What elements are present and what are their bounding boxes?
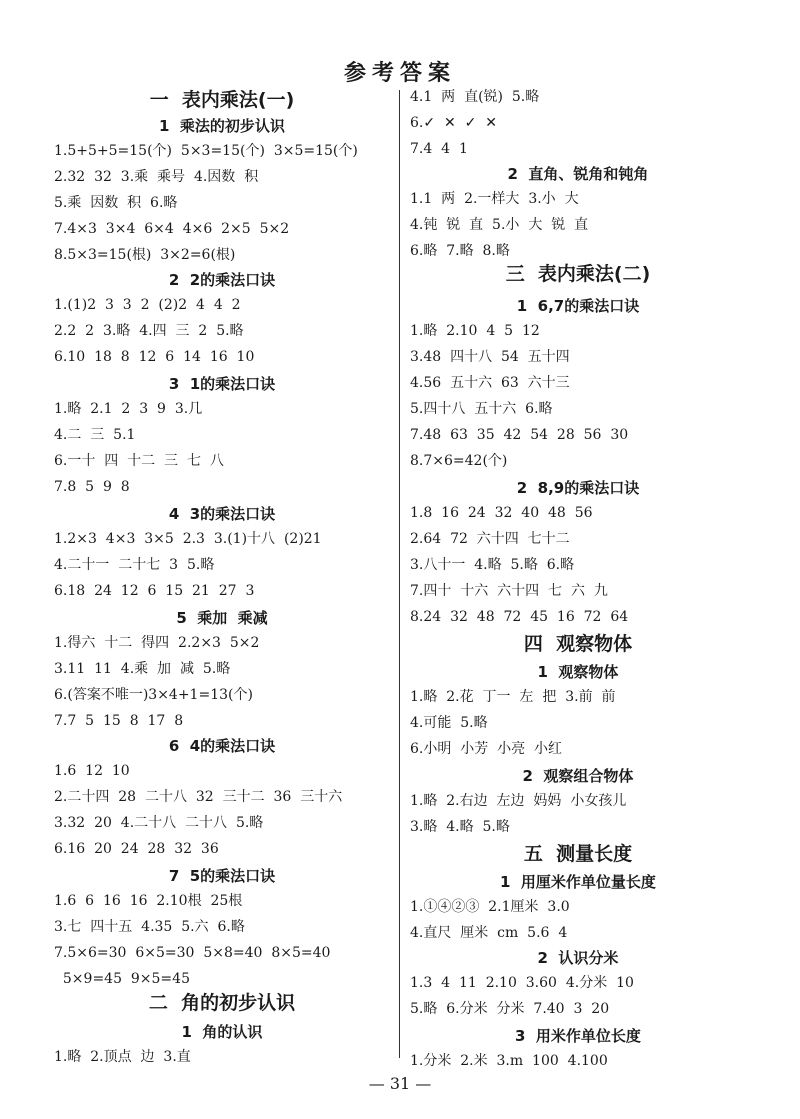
section-heading: 2 观察组合物体 (522, 767, 634, 785)
answer-line: 7.5×6=30 6×5=30 5×8=40 8×5=40 (54, 945, 331, 961)
chapter-heading: 五 测量长度 (523, 843, 633, 865)
answer-line: 1.2×3 4×3 3×5 2.3 3.(1)十八 (2)21 (54, 531, 322, 547)
answer-line: 1.5+5+5=15(个) 5×3=15(个) 3×5=15(个) (54, 143, 358, 159)
section-heading: 5 乘加 乘减 (176, 609, 268, 627)
answer-line: 1.略 2.10 4 5 12 (410, 323, 540, 339)
answer-line: 8.5×3=15(根) 3×2=6(根) (54, 247, 236, 263)
section-heading: 1 6,7的乘法口诀 (516, 297, 640, 315)
answer-line: 7.7 5 15 8 17 8 (54, 713, 184, 729)
answer-line: 6.小明 小芳 小亮 小红 (410, 741, 563, 757)
answer-line: 5.乘 因数 积 6.略 (54, 195, 178, 211)
page-title: 参考答案 (343, 61, 456, 86)
answer-line: 1.略 2.顶点 边 3.直 (54, 1049, 191, 1065)
answer-line: 6.(答案不唯一)3×4+1=13(个) (54, 687, 253, 703)
section-heading: 3 用米作单位长度 (515, 1027, 641, 1045)
section-heading: 3 1的乘法口诀 (168, 375, 276, 393)
answer-line: 7.四十 十六 六十四 七 六 九 (410, 583, 608, 599)
answer-line: 4.可能 5.略 (410, 715, 488, 731)
section-heading: 1 角的认识 (181, 1023, 263, 1041)
answer-line: 2.32 32 3.乘 乘号 4.因数 积 (54, 169, 259, 185)
column-divider (399, 90, 400, 1058)
section-heading: 6 4的乘法口诀 (168, 737, 276, 755)
section-heading: 2 2的乘法口诀 (168, 271, 276, 289)
answer-line: 6.10 18 8 12 6 14 16 10 (54, 349, 255, 365)
section-heading: 2 直角、锐角和钝角 (507, 165, 649, 183)
answer-line: 2.64 72 六十四 七十二 (410, 531, 570, 547)
section-heading: 2 认识分米 (537, 949, 619, 967)
section-heading: 7 5的乘法口诀 (168, 867, 276, 885)
answer-line: 5.四十八 五十六 6.略 (410, 401, 553, 417)
answer-line: 7.8 5 9 8 (54, 479, 130, 495)
answer-line: 3.略 4.略 5.略 (410, 819, 510, 835)
answer-line: 1.略 2.右边 左边 妈妈 小女孩儿 (410, 793, 627, 809)
answer-line: 1.6 6 16 16 2.10根 25根 (54, 893, 243, 909)
chapter-heading: 三 表内乘法(二) (505, 263, 651, 285)
answer-line: 4.二十一 二十七 3 5.略 (54, 557, 215, 573)
answer-line: 6.略 7.略 8.略 (410, 243, 510, 259)
answer-line: 1.①④②③ 2.1厘米 3.0 (410, 899, 570, 915)
answer-line: 1.略 2.1 2 3 9 3.几 (54, 401, 203, 417)
section-heading: 1 观察物体 (537, 663, 619, 681)
answer-line: 7.4×3 3×4 6×4 4×6 2×5 5×2 (54, 221, 290, 237)
answer-line: 3.11 11 4.乘 加 减 5.略 (54, 661, 231, 677)
chapter-heading: 四 观察物体 (523, 633, 633, 655)
answer-line: 3.七 四十五 4.35 5.六 6.略 (54, 919, 245, 935)
answer-line: 8.7×6=42(个) (410, 453, 508, 469)
answer-line: 6.16 20 24 28 32 36 (54, 841, 219, 857)
answer-line: 4.56 五十六 63 六十三 (410, 375, 570, 391)
section-heading: 1 乘法的初步认识 (159, 117, 285, 135)
answer-line: 2.2 2 3.略 4.四 三 2 5.略 (54, 323, 244, 339)
answer-line: 1.1 两 2.一样大 3.小 大 (410, 191, 579, 207)
answer-line: 3.32 20 4.二十八 二十八 5.略 (54, 815, 264, 831)
answer-line: 1.6 12 10 (54, 763, 130, 779)
section-heading: 2 8,9的乘法口诀 (516, 479, 640, 497)
answer-line: 4.1 两 直(锐) 5.略 (410, 89, 540, 105)
answer-line: 2.二十四 28 二十八 32 三十二 36 三十六 (54, 789, 343, 805)
answer-line: 6.✓ ✕ ✓ ✕ (410, 115, 497, 131)
answer-line: 1.分米 2.米 3.m 100 4.100 (410, 1053, 608, 1069)
answer-line: 1.得六 十二 得四 2.2×3 5×2 (54, 635, 260, 651)
answer-line: 7.48 63 35 42 54 28 56 30 (410, 427, 629, 443)
page-number: — 31 — (368, 1074, 432, 1093)
chapter-heading: 一 表内乘法(一) (149, 89, 295, 111)
answer-line: 1.略 2.花 丁一 左 把 3.前 前 (410, 689, 616, 705)
answer-line: 3.48 四十八 54 五十四 (410, 349, 570, 365)
chapter-heading: 二 角的初步认识 (148, 992, 296, 1014)
answer-line: 4.直尺 厘米 cm 5.6 4 (410, 925, 568, 941)
answer-line: 1.3 4 11 2.10 3.60 4.分米 10 (410, 975, 634, 991)
answer-line: 8.24 32 48 72 45 16 72 64 (410, 609, 629, 625)
answer-line: 5.略 6.分米 分米 7.40 3 20 (410, 1001, 610, 1017)
section-heading: 1 用厘米作单位量长度 (500, 873, 656, 891)
answer-line: 6.一十 四 十二 三 七 八 (54, 453, 224, 469)
answer-line: 7.4 4 1 (410, 141, 468, 157)
answer-line: 4.二 三 5.1 (54, 427, 136, 443)
answer-line: 1.8 16 24 32 40 48 56 (410, 505, 593, 521)
answer-line: 1.(1)2 3 3 2 (2)2 4 4 2 (54, 297, 241, 313)
answer-line: 5×9=45 9×5=45 (54, 971, 190, 987)
answer-line: 3.八十一 4.略 5.略 6.略 (410, 557, 575, 573)
section-heading: 4 3的乘法口诀 (168, 505, 276, 523)
answer-line: 6.18 24 12 6 15 21 27 3 (54, 583, 255, 599)
answer-line: 4.钝 锐 直 5.小 大 锐 直 (410, 217, 589, 233)
